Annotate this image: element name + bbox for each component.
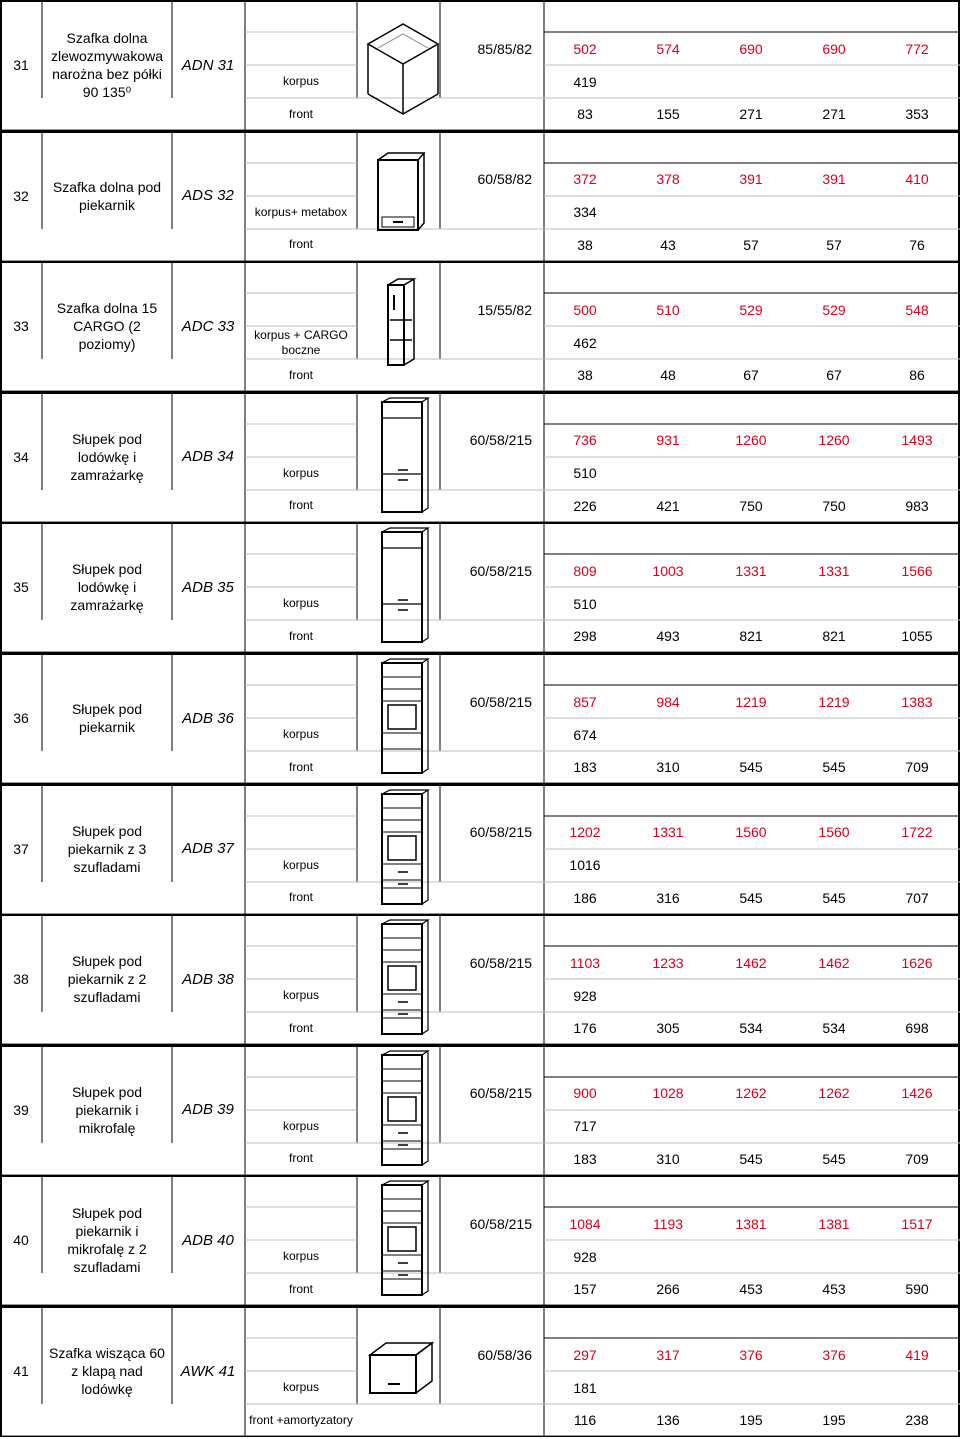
price-total: 736: [573, 432, 597, 449]
price-front: 545: [822, 759, 846, 775]
price-total: 419: [905, 1346, 929, 1363]
item-number: 31: [13, 57, 29, 73]
price-front: 421: [656, 497, 680, 514]
table-row: [0, 392, 960, 522]
korpus-label: korpus: [282, 857, 320, 872]
table-row: [0, 522, 960, 652]
item-code: ADB 39: [182, 1101, 234, 1119]
price-total: 900: [573, 1085, 597, 1102]
korpus-label: korpus: [282, 74, 320, 88]
price-korpus: 928: [573, 987, 597, 1004]
price-front: 266: [656, 1281, 680, 1298]
price-front: 116: [573, 1412, 597, 1428]
item-name: Szafka dolna pod piekarnik: [52, 178, 162, 213]
price-total: 1219: [818, 693, 850, 710]
price-total: 1426: [901, 1085, 933, 1102]
item-number: 39: [13, 1101, 29, 1118]
dimensions: 60/58/82: [477, 171, 532, 188]
price-total: 317: [656, 1346, 680, 1363]
price-front: 57: [743, 236, 759, 253]
price-total: 1219: [735, 693, 767, 710]
price-korpus: 510: [573, 465, 597, 482]
price-total: 984: [656, 693, 680, 710]
price-front: 67: [743, 367, 759, 384]
item-name: Szafka wisząca 60 z klapą nad lodówkę: [49, 1345, 165, 1397]
price-total: 376: [739, 1346, 763, 1363]
price-front: 698: [905, 1020, 929, 1037]
price-total: 1202: [569, 824, 601, 841]
item-code: ADC 33: [181, 317, 235, 335]
price-total: 809: [573, 562, 597, 579]
oven-drawer-column-icon: [358, 918, 440, 1043]
front-label: front: [288, 367, 313, 382]
price-front: 821: [739, 628, 763, 645]
price-front: 707: [905, 889, 929, 906]
item-code: ADB 35: [182, 578, 234, 596]
price-front: 545: [822, 889, 846, 906]
price-total: 1003: [652, 562, 684, 579]
item-name: Słupek pod piekarnik i mikrofalę: [71, 1083, 143, 1136]
price-korpus: 928: [573, 1248, 597, 1265]
price-front: 48: [660, 367, 676, 384]
price-front: 545: [739, 759, 763, 775]
item-number: 35: [13, 579, 29, 596]
item-code: ADB 38: [182, 970, 234, 988]
price-total: 410: [905, 171, 929, 188]
dimensions: 60/58/215: [469, 824, 532, 841]
price-total: 690: [739, 40, 763, 57]
item-code: ADB 37: [182, 840, 234, 858]
wall-cabinet-icon: [358, 1310, 440, 1435]
price-total: 1028: [652, 1085, 684, 1102]
price-front: 57: [826, 236, 842, 253]
price-total: 500: [573, 301, 597, 318]
item-number: 33: [13, 318, 29, 335]
price-total: 529: [822, 301, 846, 318]
table-row: [0, 1306, 960, 1436]
price-front: 271: [739, 106, 763, 122]
price-total: 1626: [901, 954, 933, 971]
price-korpus: 462: [573, 334, 597, 351]
dimensions: 60/58/215: [469, 1215, 532, 1232]
item-code: ADB 40: [182, 1231, 234, 1249]
price-total: 931: [656, 432, 680, 449]
price-front: 157: [573, 1281, 597, 1298]
price-front: 709: [905, 759, 929, 775]
korpus-label: korpus + CARGO boczne: [254, 327, 348, 357]
price-total: 1560: [818, 824, 850, 841]
dimensions: 60/58/215: [469, 562, 532, 579]
table-row: [0, 914, 960, 1044]
price-front: 136: [656, 1412, 680, 1428]
price-total: 529: [739, 301, 763, 318]
korpus-label: korpus: [282, 1380, 320, 1394]
price-front: 183: [573, 1150, 597, 1167]
price-front: 1055: [901, 628, 933, 645]
table-row: [0, 131, 960, 261]
oven-column-icon: [358, 657, 440, 782]
front-label: front: [288, 1281, 313, 1296]
price-total: 1381: [735, 1215, 767, 1232]
price-front: 238: [905, 1412, 929, 1428]
dimensions: 60/58/215: [469, 954, 532, 971]
item-number: 40: [13, 1232, 29, 1249]
price-total: 857: [573, 693, 597, 710]
fridge-column-icon: [358, 396, 440, 521]
price-total: 510: [656, 301, 680, 318]
table-row: [0, 261, 960, 391]
korpus-label: korpus: [282, 727, 320, 741]
price-front: 353: [905, 106, 929, 122]
price-total: 1462: [818, 954, 850, 971]
price-front: 750: [822, 497, 846, 514]
dimensions: 15/55/82: [477, 301, 532, 318]
price-total: 1722: [901, 824, 933, 841]
item-number: 41: [13, 1363, 29, 1379]
price-korpus: 1016: [569, 857, 601, 874]
price-front: 453: [822, 1281, 846, 1298]
price-front: 316: [656, 889, 680, 906]
price-front: 76: [909, 236, 925, 253]
front-label: front +amortyzatory: [249, 1412, 353, 1427]
oven-drawer-column-icon: [358, 788, 440, 913]
item-code: ADS 32: [182, 187, 234, 205]
item-number: 34: [13, 448, 29, 465]
oven-base-cabinet-icon: [358, 135, 440, 260]
price-total: 574: [656, 40, 680, 57]
table-row: [0, 1175, 960, 1305]
oven-microwave-column-icon: [358, 1179, 440, 1304]
price-front: 38: [577, 367, 593, 384]
price-total: 502: [573, 40, 597, 57]
price-korpus: 334: [573, 204, 597, 221]
table-row: [0, 0, 960, 130]
price-front: 534: [739, 1020, 763, 1037]
item-number: 38: [13, 971, 29, 988]
front-label: front: [288, 237, 313, 252]
price-front: 709: [905, 1150, 929, 1167]
front-label: front: [288, 1151, 313, 1166]
oven-microwave-column-icon: [358, 1049, 440, 1174]
item-name: Słupek pod piekarnik z 3 szufladami: [67, 822, 147, 875]
table-row: [0, 1045, 960, 1175]
price-total: 1260: [818, 432, 850, 449]
korpus-label: korpus: [282, 1249, 320, 1264]
price-korpus: 181: [573, 1379, 597, 1396]
table-row: [0, 653, 960, 783]
price-total: 1383: [901, 693, 933, 710]
dimensions: 85/85/82: [477, 40, 532, 57]
front-label: front: [288, 498, 313, 513]
item-code: AWK 41: [180, 1362, 236, 1380]
item-number: 36: [13, 710, 29, 726]
price-total: 378: [656, 171, 680, 188]
korpus-label: korpus+ metabox: [254, 204, 348, 219]
cargo-cabinet-icon: [358, 265, 440, 390]
korpus-label: korpus: [282, 465, 320, 480]
dimensions: 60/58/215: [469, 693, 532, 710]
item-name: Szafka dolna 15 CARGO (2 poziomy): [56, 300, 158, 353]
price-front: 453: [739, 1281, 763, 1298]
price-total: 391: [822, 171, 846, 188]
price-front: 43: [660, 236, 676, 253]
price-front: 493: [656, 628, 680, 645]
item-name: Szafka dolna zlewozmywakowa narożna bez półki 90 135⁰: [50, 30, 164, 100]
price-total: 548: [905, 301, 929, 318]
price-front: 750: [739, 497, 763, 514]
price-total: 1517: [901, 1215, 933, 1232]
price-front: 195: [822, 1412, 846, 1428]
price-total: 690: [822, 40, 846, 57]
price-front: 983: [905, 497, 929, 514]
dimensions: 60/58/36: [477, 1346, 532, 1363]
price-korpus: 510: [573, 595, 597, 612]
price-total: 1331: [652, 824, 684, 841]
item-number: 37: [13, 840, 29, 857]
price-front: 67: [826, 367, 842, 384]
item-name: Słupek pod piekarnik i mikrofalę z 2 szufladami: [67, 1205, 147, 1276]
dimensions: 60/58/215: [469, 432, 532, 449]
item-number: 32: [13, 187, 29, 204]
price-front: 155: [656, 106, 680, 122]
front-label: front: [288, 890, 313, 905]
price-total: 1566: [901, 562, 933, 579]
front-label: front: [288, 628, 313, 643]
price-korpus: 674: [573, 726, 597, 743]
item-name: Słupek pod lodówkę i zamrażarkę: [70, 561, 144, 614]
price-front: 298: [573, 628, 597, 645]
corner-sink-cabinet-icon: [358, 4, 440, 129]
korpus-label: korpus: [282, 1118, 320, 1133]
price-front: 534: [822, 1020, 846, 1037]
price-total: 1331: [818, 562, 850, 579]
price-total: 1260: [735, 432, 767, 449]
front-label: front: [288, 759, 313, 774]
fridge-column-icon: [358, 526, 440, 651]
price-front: 176: [573, 1020, 597, 1037]
item-code: ADN 31: [181, 56, 235, 74]
item-name: Słupek pod piekarnik: [71, 701, 143, 735]
price-front: 821: [822, 628, 846, 645]
price-front: 590: [905, 1281, 929, 1298]
price-total: 1233: [652, 954, 684, 971]
price-total: 1381: [818, 1215, 850, 1232]
price-total: 1262: [735, 1085, 767, 1102]
price-total: 297: [573, 1346, 597, 1363]
price-front: 545: [822, 1150, 846, 1167]
price-front: 310: [656, 1150, 680, 1167]
korpus-label: korpus: [282, 988, 320, 1003]
price-total: 1560: [735, 824, 767, 841]
item-code: ADB 36: [182, 709, 234, 727]
price-front: 271: [822, 106, 846, 122]
dimensions: 60/58/215: [469, 1085, 532, 1102]
front-label: front: [288, 106, 313, 121]
price-total: 772: [905, 40, 929, 57]
price-front: 545: [739, 889, 763, 906]
price-total: 1193: [652, 1215, 684, 1232]
price-front: 545: [739, 1150, 763, 1167]
price-total: 372: [573, 171, 597, 188]
price-total: 1103: [569, 954, 601, 971]
price-front: 310: [656, 759, 680, 775]
price-front: 38: [577, 236, 593, 253]
price-total: 376: [822, 1346, 846, 1363]
price-front: 305: [656, 1020, 680, 1037]
price-total: 1331: [735, 562, 767, 579]
price-front: 83: [577, 106, 593, 122]
korpus-label: korpus: [282, 596, 320, 611]
price-total: 1462: [735, 954, 767, 971]
price-total: 1084: [569, 1215, 601, 1232]
price-korpus: 419: [573, 73, 597, 90]
price-front: 86: [909, 367, 925, 384]
item-name: Słupek pod piekarnik z 2 szufladami: [67, 953, 147, 1006]
price-front: 183: [573, 759, 597, 775]
price-front: 186: [573, 889, 597, 906]
item-code: ADB 34: [182, 448, 234, 466]
price-total: 1262: [818, 1085, 850, 1102]
price-front: 195: [739, 1412, 763, 1428]
price-total: 1493: [901, 432, 933, 449]
table-row: [0, 784, 960, 914]
item-name: Słupek pod lodówkę i zamrażarkę: [70, 430, 144, 483]
price-korpus: 717: [573, 1118, 597, 1135]
price-front: 226: [573, 497, 597, 514]
price-total: 391: [739, 171, 763, 188]
front-label: front: [288, 1020, 313, 1035]
